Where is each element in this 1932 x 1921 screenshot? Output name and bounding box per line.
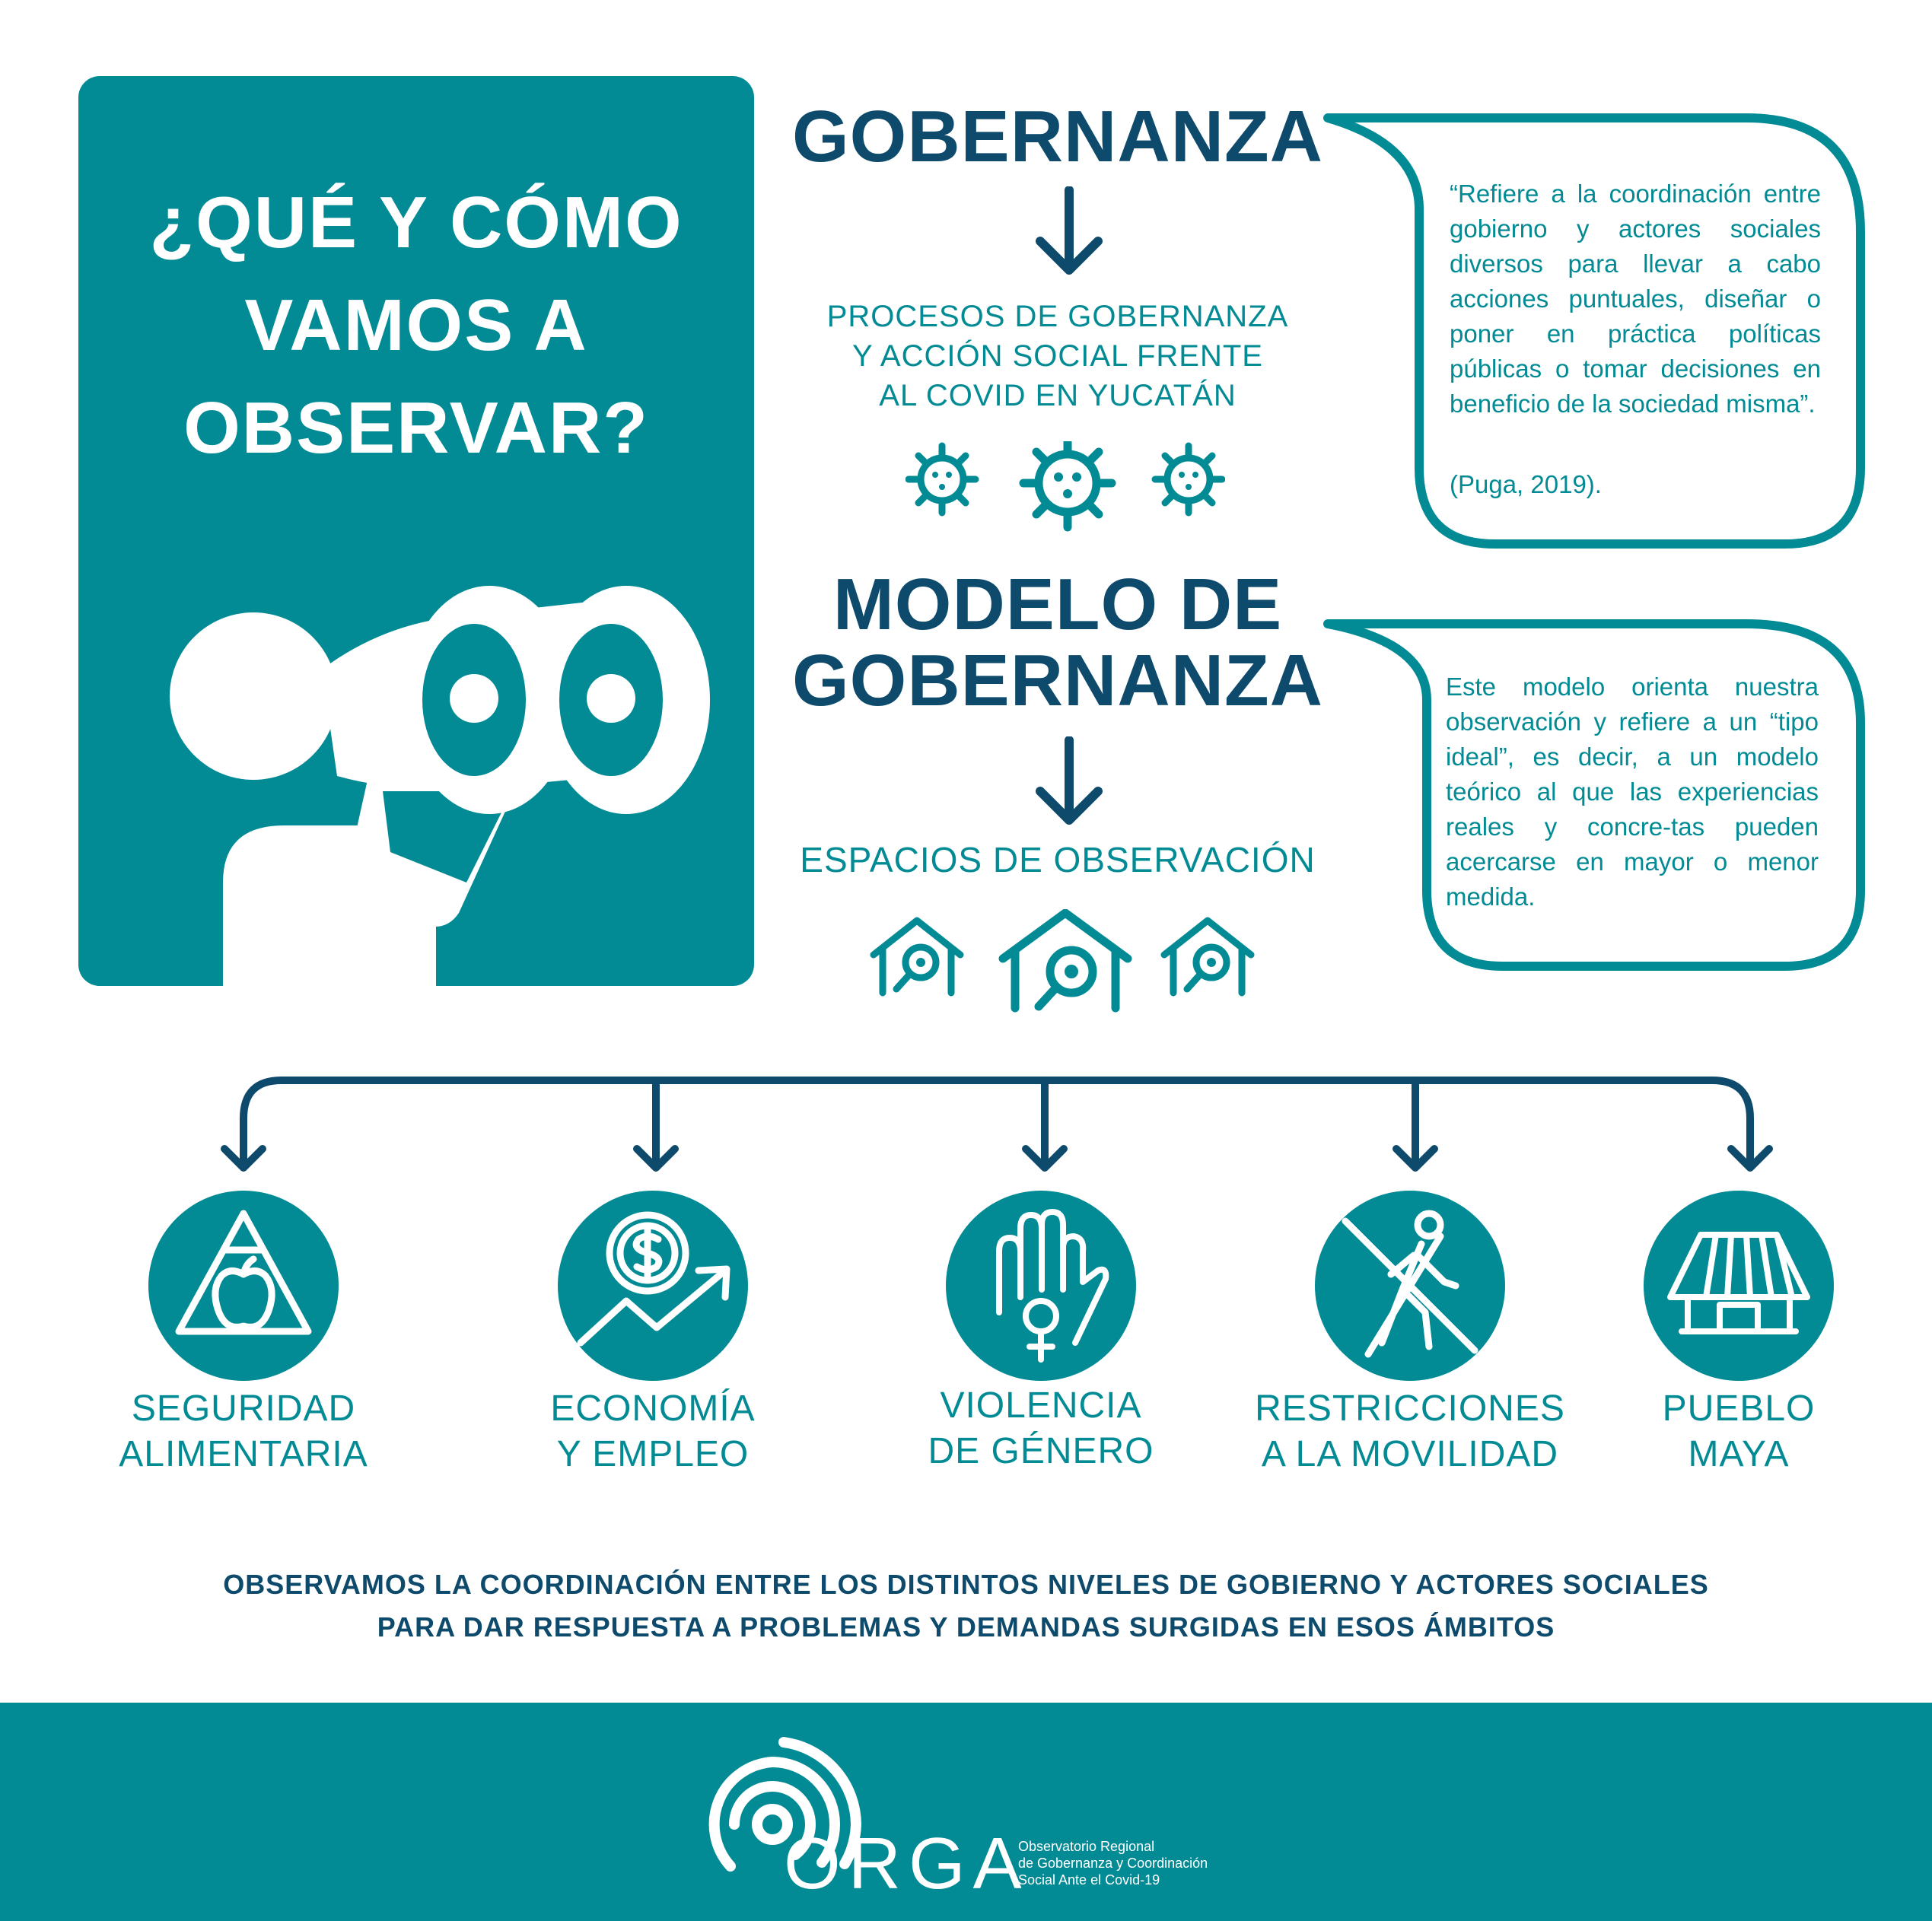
category-label-line: Y EMPLEO: [556, 1434, 750, 1474]
house-search-icon: [1003, 913, 1128, 1008]
virus-icon: [1023, 441, 1112, 527]
hand-female-symbol-icon: [946, 1191, 1136, 1381]
category-label-seguridad: [76, 1386, 411, 1477]
footer-statement-line-2: PARA DAR RESPUESTA A PROBLEMAS Y DEMANDAS SURGIDAS EN ESOS ÁMBITOS: [377, 1611, 1555, 1643]
modelo-title: [791, 564, 1324, 721]
procesos-line-2: Y ACCIÓN SOCIAL FRENTE: [852, 339, 1263, 373]
category-label-line: ALIMENTARIA: [119, 1434, 368, 1474]
orga-description-line-1: Observatorio Regional: [1018, 1839, 1155, 1854]
category-label-line: PUEBLO: [1662, 1388, 1816, 1429]
category-label-line: A LA MOVILIDAD: [1261, 1434, 1559, 1474]
arrow-down-icon: [1033, 736, 1106, 828]
category-economia: [558, 1191, 748, 1381]
procesos-text: [791, 297, 1324, 415]
category-label-line: SEGURIDAD: [131, 1388, 356, 1429]
virus-icon: [909, 446, 976, 513]
gobernanza-title: GOBERNANZA: [792, 96, 1323, 177]
question-line-3: OBSERVAR?: [183, 387, 649, 469]
virus-icon: [1155, 446, 1222, 513]
question-line-1: ¿QUÉ Y CÓMO: [149, 182, 683, 263]
gobernanza-quote: “Refiere a la coordinación entre gobierno y actores sociales diversos para llevar a cabo acciones puntuales, diseñar o poner en práctica políticas públicas o tomar decisiones en beneficio de la sociedad misma”.: [1450, 180, 1821, 418]
house-search-icons-group: [867, 909, 1263, 1016]
dollar-growth-icon: [558, 1191, 748, 1381]
virus-icons-group: [906, 441, 1225, 540]
apple-pyramid-icon: [148, 1191, 339, 1381]
modelo-title-line-2: GOBERNANZA: [792, 640, 1323, 721]
category-restricciones: [1315, 1191, 1505, 1381]
no-walking-icon: [1315, 1191, 1505, 1381]
orga-description-line-2: de Gobernanza y Coordinación: [1018, 1856, 1208, 1871]
category-label-economia: [485, 1386, 820, 1477]
orga-description-line-3: Social Ante el Covid-19: [1018, 1872, 1160, 1888]
category-violencia: [946, 1191, 1136, 1381]
modelo-quote: Este modelo orienta nuestra observación y refiere a un “tipo ideal”, es decir, a un modelo teórico al que las experiencias reales y concre-tas pueden acercarse en mayor o menor medida.: [1446, 673, 1819, 911]
category-label-line: VIOLENCIA: [940, 1385, 1142, 1426]
orga-logo-text: ORGA: [784, 1823, 1030, 1904]
panel-question: [78, 171, 754, 479]
category-connector: [213, 1065, 1796, 1179]
category-label-line: DE GÉNERO: [928, 1431, 1154, 1471]
footer-statement-line-1: OBSERVAMOS LA COORDINACIÓN ENTRE LOS DISTINTOS NIVELES DE GOBIERNO Y ACTORES SOCIALES: [223, 1569, 1709, 1600]
orga-description: [1018, 1838, 1208, 1888]
category-label-line: RESTRICCIONES: [1255, 1388, 1565, 1429]
category-label-pueblo: [1587, 1386, 1891, 1477]
footer-statement: [0, 1563, 1932, 1649]
maya-hut-icon: [1644, 1191, 1834, 1381]
category-seguridad: [148, 1191, 339, 1381]
person-with-binoculars-icon: [154, 525, 778, 986]
house-search-icon: [1164, 921, 1251, 993]
category-label-line: MAYA: [1688, 1434, 1790, 1474]
category-pueblo: [1644, 1191, 1834, 1381]
left-panel: [78, 76, 754, 986]
procesos-line-1: PROCESOS DE GOBERNANZA: [826, 300, 1289, 333]
procesos-line-3: AL COVID EN YUCATÁN: [879, 379, 1237, 412]
house-search-icon: [874, 921, 960, 993]
question-line-2: VAMOS A: [244, 285, 588, 366]
category-label-line: ECONOMÍA: [550, 1388, 756, 1429]
category-label-restricciones: [1227, 1386, 1593, 1477]
arrow-down-icon: [1033, 186, 1106, 278]
espacios-text: ESPACIOS DE OBSERVACIÓN: [800, 840, 1316, 879]
gobernanza-citation: (Puga, 2019).: [1450, 470, 1602, 498]
modelo-title-line-1: MODELO DE: [832, 564, 1283, 645]
category-label-violencia: [874, 1383, 1208, 1474]
